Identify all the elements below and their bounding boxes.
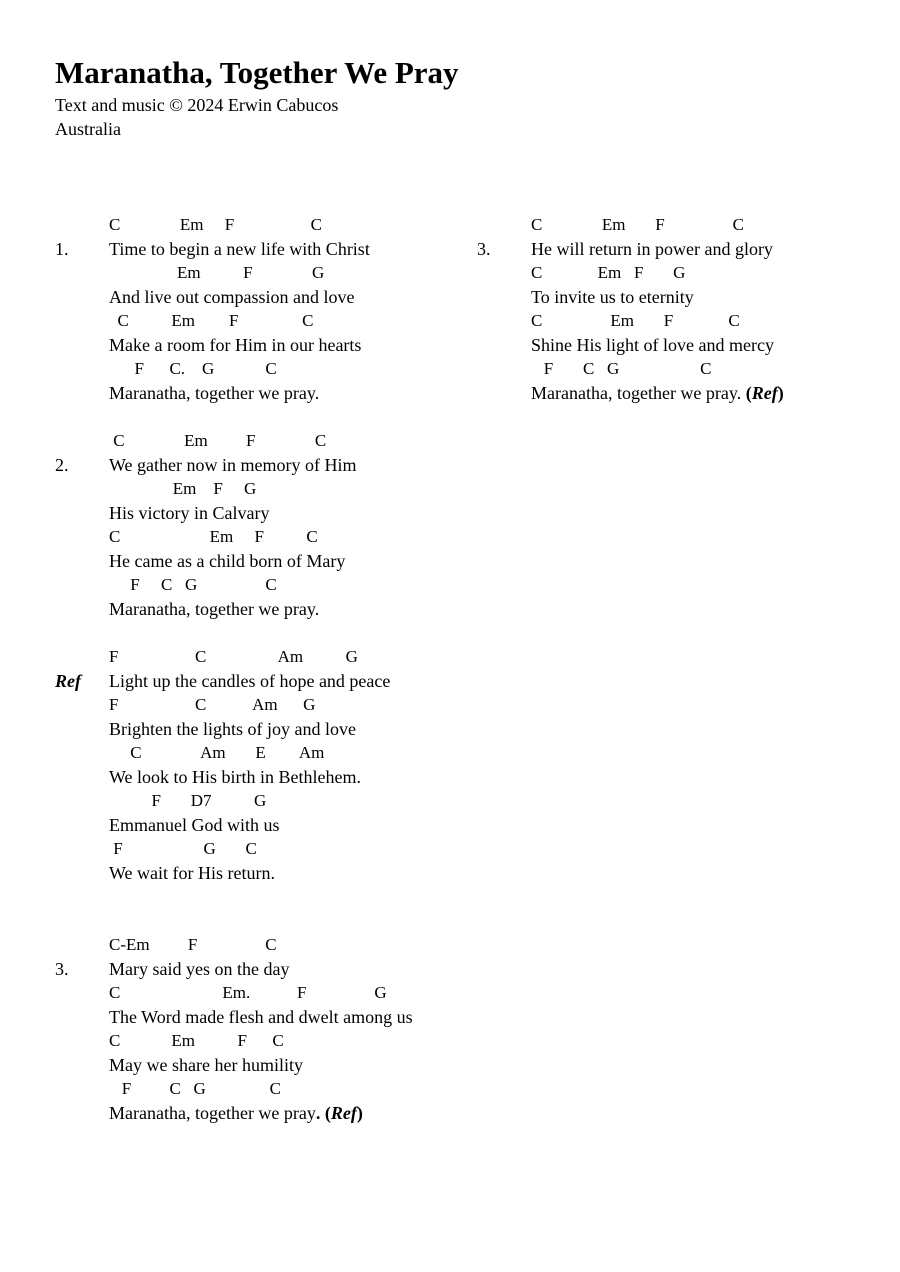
- verse-1-lyric-line: And live out compassion and love: [109, 287, 355, 307]
- verse-3-left-number: 3.: [55, 959, 69, 979]
- ref-marker: Ref: [330, 1103, 357, 1123]
- ref-close-paren: ): [356, 1103, 363, 1123]
- song-title: Maranatha, Together We Pray: [55, 55, 459, 90]
- verse-3-left-chord-line: F C G C: [109, 1079, 281, 1098]
- verse-3-right-lyric-line: He will return in power and glory: [531, 239, 773, 259]
- verse-1-chord-line: Em F G: [109, 263, 325, 282]
- verse-2-lyric-line: He came as a child born of Mary: [109, 551, 346, 571]
- verse-2-chord-line: C Em F C: [109, 527, 318, 546]
- verse-3-left-lyric-line: Mary said yes on the day: [109, 959, 290, 979]
- refrain-chord-line: C Am E Am: [109, 743, 325, 762]
- ref-marker: Ref: [751, 383, 778, 403]
- verse-2-lyric-line: His victory in Calvary: [109, 503, 270, 523]
- verse-3-right-chord-line: C Em F C: [531, 215, 744, 234]
- verse-3-right-number: 3.: [477, 239, 491, 259]
- copyright-credit: Text and music © 2024 Erwin Cabucos: [55, 95, 339, 115]
- refrain-chord-line: F C Am G: [109, 695, 316, 714]
- verse-3-right-lyric-line: To invite us to eternity: [531, 287, 694, 307]
- verse-3-right-last-line: [531, 381, 784, 405]
- location: Australia: [55, 119, 121, 139]
- verse-3-left-lyric-line: The Word made flesh and dwelt among us: [109, 1007, 413, 1027]
- verse-3-left-period: .: [315, 1103, 321, 1123]
- verse-3-left-lyric-text: Maranatha, together we pray: [109, 1103, 316, 1123]
- verse-1-number: 1.: [55, 239, 69, 259]
- verse-2-number: 2.: [55, 455, 69, 475]
- verse-3-right-lyric-line: Shine His light of love and mercy: [531, 335, 774, 355]
- verse-1-chord-line: F C. G C: [109, 359, 277, 378]
- verse-3-left-lyric-line: May we share her humility: [109, 1055, 303, 1075]
- verse-3-left-chord-line: C Em F C: [109, 1031, 284, 1050]
- verse-1-lyric-line: Maranatha, together we pray.: [109, 383, 320, 403]
- verse-3-right-chord-line: C Em F G: [531, 263, 686, 282]
- refrain-chord-line: F C Am G: [109, 647, 358, 666]
- refrain-chord-line: F G C: [109, 839, 257, 858]
- refrain-lyric-line: We wait for His return.: [109, 863, 275, 883]
- verse-3-left-chord-line: C Em. F G: [109, 983, 387, 1002]
- refrain-lyric-line: Light up the candles of hope and peace: [109, 671, 391, 691]
- verse-3-right-chord-line: F C G C: [531, 359, 712, 378]
- refrain-label: Ref: [55, 671, 81, 691]
- verse-2-lyric-line: Maranatha, together we pray.: [109, 599, 320, 619]
- ref-close-paren: ): [777, 383, 784, 403]
- verse-1-chord-line: C Em F C: [109, 311, 314, 330]
- ref-open-paren: (: [324, 1103, 331, 1123]
- refrain-lyric-line: Brighten the lights of joy and love: [109, 719, 356, 739]
- verse-1-lyric-line: Make a room for Him in our hearts: [109, 335, 362, 355]
- verse-3-left-last-line: [109, 1101, 363, 1125]
- refrain-chord-line: F D7 G: [109, 791, 267, 810]
- verse-3-right-chord-line: C Em F C: [531, 311, 740, 330]
- verse-2-chord-line: F C G C: [109, 575, 277, 594]
- verse-1-lyric-line: Time to begin a new life with Christ: [109, 239, 370, 259]
- verse-2-chord-line: C Em F C: [109, 431, 327, 450]
- verse-1-chord-line: C Em F C: [109, 215, 322, 234]
- verse-3-left-chord-line: C-Em F C: [109, 935, 277, 954]
- verse-2-lyric-line: We gather now in memory of Him: [109, 455, 357, 475]
- verse-3-right-lyric-text: Maranatha, together we pray.: [531, 383, 746, 403]
- refrain-lyric-line: We look to His birth in Bethlehem.: [109, 767, 362, 787]
- ref-open-paren: (: [745, 383, 752, 403]
- refrain-lyric-line: Emmanuel God with us: [109, 815, 280, 835]
- verse-2-chord-line: Em F G: [109, 479, 257, 498]
